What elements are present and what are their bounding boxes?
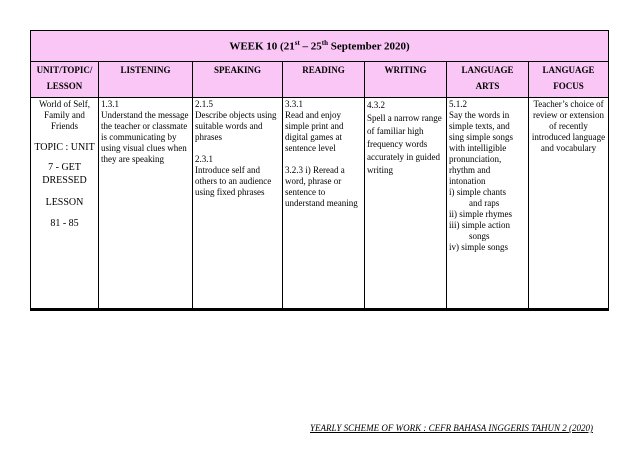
header-unit [31,62,99,98]
week-header [31,31,609,62]
language-arts-cell [447,98,529,310]
writing-text: Spell a narrow range of familiar high frequency words accurately in guided writing [367,113,442,175]
speaking-cell [193,98,283,310]
unit-title: World of Self, Family and Friends [38,99,91,131]
header-language-focus [529,62,609,98]
speaking-text-2: Introduce self and others to an audience using fixed phrases [195,165,272,197]
week-middle: – 25 [299,40,322,53]
la-line-2: simple texts, and [449,121,510,131]
la-line-1: Say the words in [449,110,510,120]
speaking-code-1: 2.1.5 [195,99,213,109]
listening-cell [99,98,193,310]
la-item-2: ii) simple rhymes [449,209,512,219]
speaking-code-2: 2.3.1 [195,154,213,164]
week-prefix: WEEK 10 (21 [229,40,295,53]
la-item-1: i) simple chants [449,187,506,197]
reading-text-1: Read and enjoy simple print and digital games at sentence level [285,110,344,153]
unit-lesson-range: 81 - 85 [50,218,79,229]
header-lf-line1: LANGUAGE [542,65,595,75]
unit-lesson-label: LESSON [45,197,84,208]
header-unit-line2: LESSON [46,81,83,91]
speaking-text-1: Describe objects using suitable words and phrases [195,110,277,142]
unit-topic: TOPIC : UNIT [34,142,95,153]
scheme-of-work-sheet [30,30,608,311]
writing-cell [365,98,447,310]
reading-cell [283,98,365,310]
header-writing: WRITING [365,62,447,98]
listening-code: 1.3.1 [101,99,119,109]
la-line-5: pronunciation, [449,154,502,164]
week-sup-start: st [294,39,300,48]
header-reading: READING [283,62,365,98]
reading-code-1: 3.3.1 [285,99,303,109]
header-listening: LISTENING [99,62,193,98]
header-la-line1: LANGUAGE [461,65,514,75]
la-line-6: rhythm and [449,165,491,175]
reading-text-2: 3.2.3 i) Reread a word, phrase or sentence to understand meaning [285,165,358,208]
week-sup-end: th [321,39,329,48]
la-item-3-cont: songs [469,231,490,241]
scheme-table [30,30,609,311]
header-lf-line2: FOCUS [553,81,584,91]
la-code: 5.1.2 [449,99,467,109]
la-line-7: intonation [449,176,486,186]
header-unit-line1: UNIT/TOPIC/ [36,65,93,75]
la-item-1-cont: and raps [469,198,500,208]
writing-code: 4.3.2 [367,100,385,110]
la-line-4: with intelligible [449,143,507,153]
unit-code: 7 - GET DRESSED [42,162,87,186]
language-focus-cell [529,98,609,310]
footer-caption: YEARLY SCHEME OF WORK : CEFR BAHASA INGGERIS TAHUN 2 (2020) [310,423,593,433]
header-speaking: SPEAKING [193,62,283,98]
unit-cell [31,98,99,310]
week-suffix: September 2020) [328,40,410,53]
language-focus-text: Teacher’s choice of review or extension of recently introduced language and vocabulary [531,99,606,153]
la-item-3: iii) simple action [449,220,510,230]
header-language-arts [447,62,529,98]
la-item-4: iv) simple songs [449,242,509,252]
la-line-3: sing simple songs [449,132,514,142]
listening-text: Understand the message the teacher or classmate is communicating by using visual clues when they are speaking [101,110,189,164]
header-la-line2: ARTS [475,81,500,91]
